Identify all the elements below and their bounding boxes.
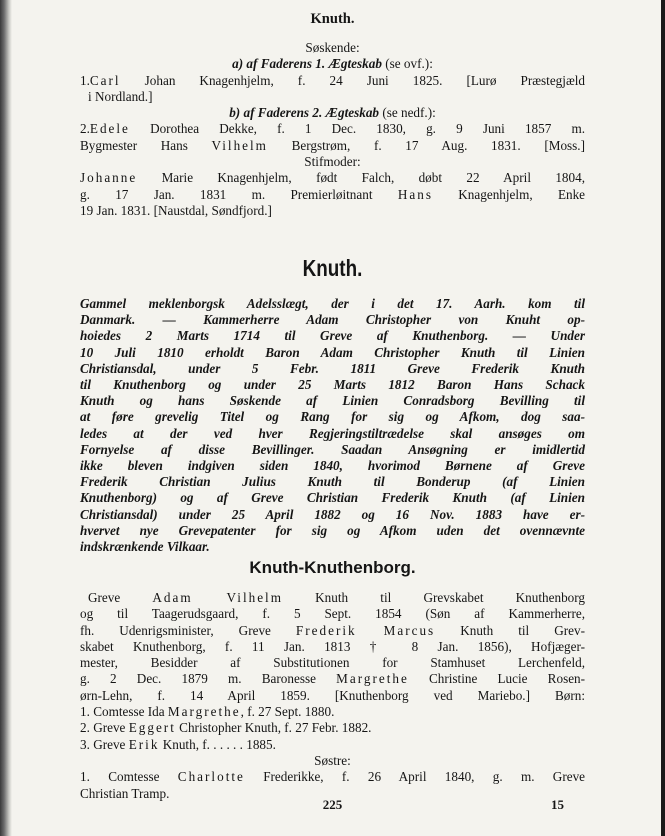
child-2: 2. Greve Eggert Christopher Knuth, f. 27 Febr. 1882.: [80, 720, 372, 736]
knuth-history-paragraph: [80, 296, 585, 555]
child-1: 1. Comtesse Ida Margrethe, f. 27 Sept. 1880.: [80, 704, 335, 720]
sibling-entry-2-cont: Bygmester Hans Vilhelm Bergstrøm, f. 17 Aug. 1831. [Moss.]: [80, 137, 585, 153]
history-line: Gammel meklenborgsk Adelsslægt, der i det 17. Aarh. kom til: [80, 296, 585, 311]
sister-entry-1: 1. Comtesse Charlotte Frederikke, f. 26 April 1840, g. m. Greve: [80, 769, 586, 785]
sisters-heading: Søstre:: [314, 752, 351, 768]
history-line: hvervet nye Grevepatenter for sig og Afkom uden det ovennævnte: [80, 522, 585, 538]
history-line: hoiedes 2 Marts 1714 til Greve af Knuthenborg. — Under: [80, 328, 585, 344]
stepmother-line-1: Johanne Marie Knagenhjelm, født Falch, døbt 22 April 1804,: [80, 170, 585, 186]
history-last-line: indskrænkende Vilkaar.: [80, 539, 210, 555]
history-line: ledes at der ved hver Regjeringstiltrædelse skal ansøges om: [80, 425, 585, 441]
entry-line-2: og til Taagerudsgaard, f. 5 Sept. 1854 (Søn af Kammerherre,: [80, 606, 585, 622]
scan-edge-right: [661, 0, 665, 836]
first-marriage-label: a) af Faderens 1. Ægteskab (se ovf.):: [232, 56, 433, 72]
entry-line-4: skabet Knuthenborg, f. 11 Jan. 1813 † 8 Jan. 1856), Hofjæger-: [80, 638, 585, 654]
history-line: Knuth og hans Søskende af Linien Conradsborg Bevilling til: [80, 393, 585, 409]
history-line: at føre grevelig Titel og Rang for sig og Afkom, dog saa-: [80, 409, 585, 425]
history-line: Christiansdal, under 5 Febr. 1811 Greve Frederik Knuth: [80, 360, 585, 376]
history-line: Fornyelse af disse Bevillinger. Saadan Ansøgning er imidlertid: [80, 441, 585, 457]
stepmother-line-3: 19 Jan. 1831. [Naustdal, Søndfjord.]: [80, 202, 272, 218]
second-marriage-label: b) af Faderens 2. Ægteskab (se nedf.):: [229, 105, 436, 121]
sister-entry-1-cont: Christian Tramp.: [80, 785, 170, 801]
stepmother-heading: Stifmoder:: [304, 154, 361, 170]
history-line: Danmark. — Kammerherre Adam Christopher von Knuht op-: [80, 312, 585, 328]
entry-line-1: Greve Adam Vilhelm Knuth til Grevskabet Knuthenborg: [88, 590, 586, 605]
sibling-entry-2: 2.Edele Dorothea Dekke, f. 1 Dec. 1830, g. 9 Juni 1857 m.: [80, 121, 586, 137]
running-head: Knuth.: [310, 11, 355, 27]
history-line: til Knuthenborg og under 25 Marts 1812 Baron Hans Schack: [80, 377, 585, 393]
history-line: Knuthenborg) og af Greve Christian Frederik Knuth (af Linien: [80, 490, 585, 506]
signature-folio: 15: [551, 797, 564, 812]
knuth-knuthenborg-heading: Knuth-Knuthenborg.: [249, 558, 416, 577]
entry-line-6: g. 2 Dec. 1879 m. Baronesse Margrethe Christine Lucie Rosen-: [80, 671, 586, 687]
page-number: 225: [322, 797, 343, 812]
stepmother-line-2: g. 17 Jan. 1831 m. Premierløitnant Hans Knagenhjelm, Enke: [80, 186, 586, 202]
knuth-heading: Knuth.: [302, 255, 363, 281]
knuthenborg-entry: [80, 590, 585, 802]
history-line: Christiansdal) under 25 April 1882 og 16 Nov. 1883 have er-: [80, 506, 585, 522]
history-line: Frederik Christian Julius Knuth til Bonderup (af Linien: [80, 474, 585, 490]
sibling-entry-1-cont: i Nordland.]: [88, 88, 153, 104]
entry-line-7: ørn-Lehn, f. 14 April 1859. [Knuthenborg ved Mariebo.] Børn:: [80, 687, 586, 703]
sibling-entry-1: 1.Carl Johan Knagenhjelm, f. 24 Juni 1825. [Lurø Præstegjæld: [80, 72, 585, 88]
entry-line-3: fh. Udenrigsminister, Greve Frederik Marcus Knuth til Grev-: [80, 622, 585, 638]
siblings-section: [80, 40, 585, 219]
child-3: 3. Greve Erik Knuth, f. . . . . . 1885.: [80, 736, 276, 752]
scan-shadow-left: [0, 0, 12, 836]
history-line: 10 Juli 1810 erholdt Baron Adam Christopher Knuth til Linien: [80, 344, 585, 360]
history-line: ikke bleven indgiven siden 1840, hvorimod Børnene af Greve: [80, 458, 585, 474]
siblings-heading: Søskende:: [305, 40, 360, 55]
entry-line-5: mester, Besidder af Substitutionen for Stamhuset Lerchenfeld,: [80, 655, 585, 671]
